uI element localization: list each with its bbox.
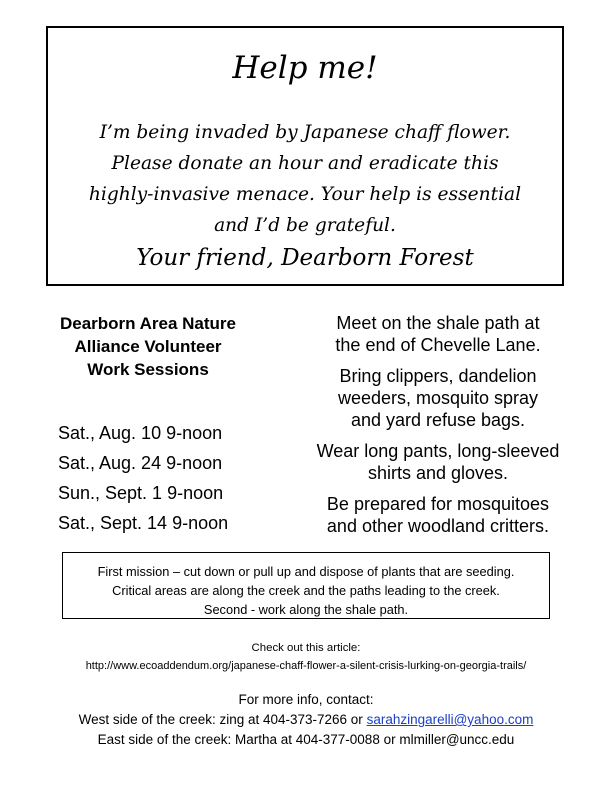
session-item: Sat., Aug. 24 9-noon <box>58 453 223 473</box>
help-line: and I’d be grateful. <box>214 215 396 236</box>
instruction-line: and other woodland critters. <box>326 516 550 536</box>
help-line: Please donate an hour and eradicate this <box>111 153 499 174</box>
organization-title-line: Work Sessions <box>87 360 209 379</box>
session-item: Sun., Sept. 1 9-noon <box>58 483 224 503</box>
instruction-line: Meet on the shale path at <box>336 313 540 333</box>
mission-line: Second - work along the shale path. <box>203 602 409 617</box>
help-signature: Your friend, Dearborn Forest <box>136 245 474 271</box>
contact-heading: For more info, contact: <box>238 692 374 707</box>
email-link[interactable]: sarahzingarelli@yahoo.com <box>366 712 534 727</box>
contact-east: East side of the creek: Martha at 404-377-0088 or mlmiller@uncc.edu <box>97 732 515 747</box>
organization-title <box>28 312 268 381</box>
article-label: Check out this article: <box>251 642 361 654</box>
instruction-line: Bring clippers, dandelion <box>339 366 537 386</box>
instruction-wear <box>282 440 594 484</box>
mission-box <box>62 552 550 619</box>
instruction-meeting-place <box>282 312 594 356</box>
instruction-line: Wear long pants, long-sleeved <box>316 441 560 461</box>
organization-title-line: Dearborn Area Nature <box>59 314 237 333</box>
article-url: http://www.ecoaddendum.org/japanese-chaff-flower-a-silent-crisis-lurking-on-georgia-trails/ <box>85 660 527 672</box>
instruction-bring <box>282 365 594 431</box>
mission-line: Critical areas are along the creek and the paths leading to the creek. <box>112 583 500 598</box>
instruction-prepare <box>282 493 594 537</box>
organization-title-line: Alliance Volunteer <box>74 337 222 356</box>
mission-line: First mission – cut down or pull up and dispose of plants that are seeding. <box>97 564 515 579</box>
session-list <box>58 418 228 538</box>
instruction-line: and yard refuse bags. <box>350 410 526 430</box>
instruction-line: shirts and gloves. <box>367 463 509 483</box>
session-item: Sat., Sept. 14 9-noon <box>58 513 229 533</box>
help-line: I’m being invaded by Japanese chaff flower. <box>99 122 511 143</box>
instruction-line: Be prepared for mosquitoes <box>326 494 550 514</box>
session-item: Sat., Aug. 10 9-noon <box>58 423 223 443</box>
instruction-line: weeders, mosquito spray <box>337 388 539 408</box>
help-message-box <box>46 26 564 286</box>
instruction-line: the end of Chevelle Lane. <box>335 335 541 355</box>
contact-section <box>0 690 612 750</box>
instructions <box>282 312 594 546</box>
help-message <box>48 117 562 241</box>
contact-west-text: West side of the creek: zing at 404-373-7266 or <box>78 712 367 727</box>
contact-west <box>0 710 612 730</box>
help-title: Help me! <box>232 50 378 86</box>
help-line: highly-invasive menace. Your help is essential <box>88 184 522 205</box>
